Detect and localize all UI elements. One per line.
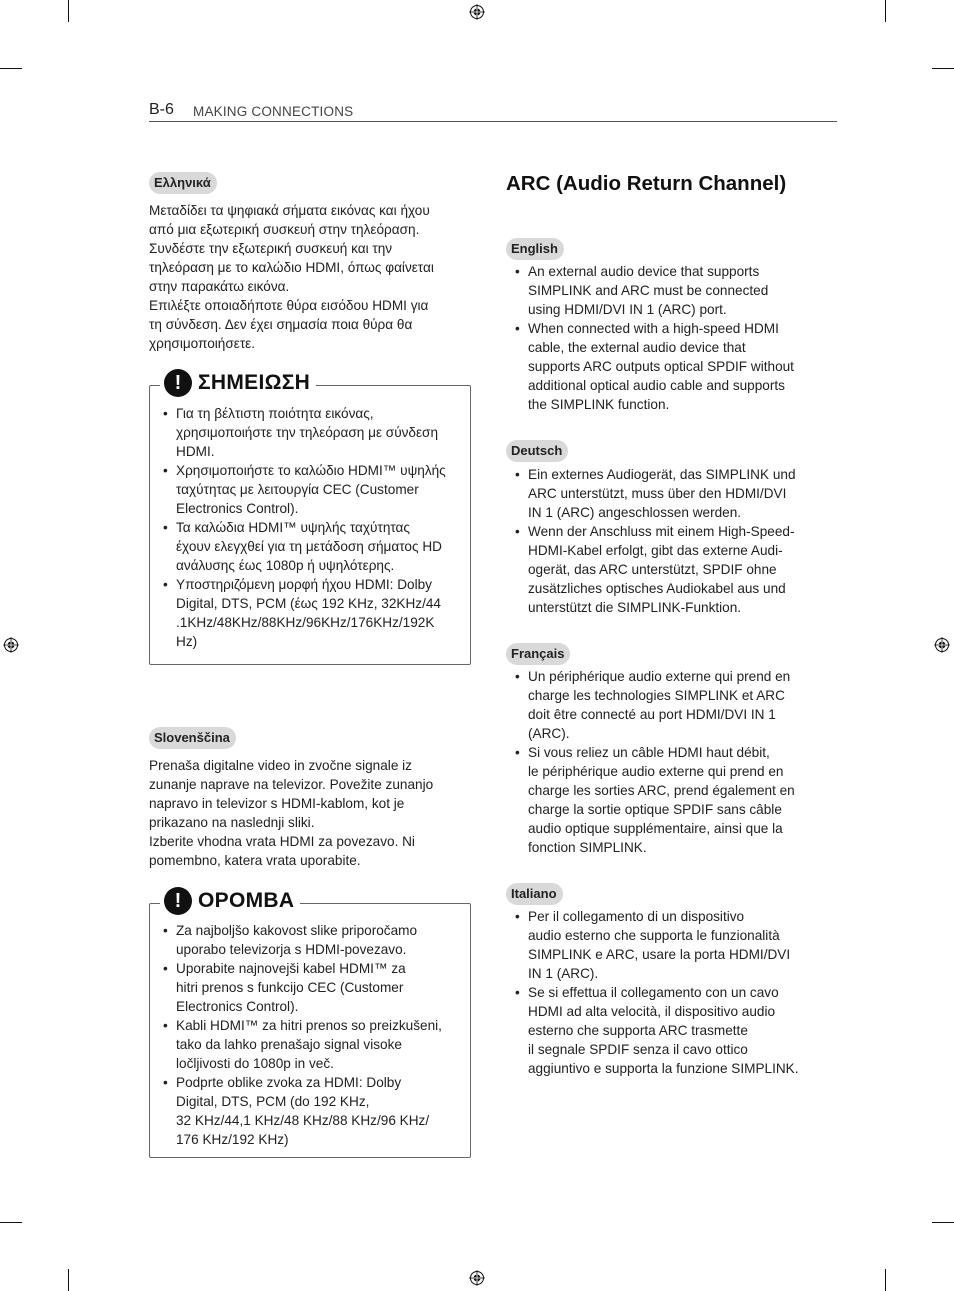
list-item: • Un périphérique audio externe qui prend en charge les technologies SIMPLINK et ARC doit être connecté au port HDMI/DVI IN 1 (ARC). [515, 667, 825, 743]
page-number: B-6 [149, 101, 174, 118]
slovenian-paragraph [149, 756, 459, 870]
crop-mark [885, 1269, 886, 1291]
crop-mark [0, 1222, 22, 1223]
registration-mark-icon [934, 637, 950, 653]
text-line: Μεταδίδει τα ψηφιακά σήματα εικόνας και ήχου [149, 203, 430, 218]
language-tag-greek: Ελληνικά [149, 172, 217, 194]
list-item: • When connected with a high-speed HDMI cable, the external audio device that supports ARC outputs optical SPDIF without additional optical audio cable and supports the SIMPLINK function. [515, 319, 825, 414]
list-item: • Τα καλώδια HDMI™ υψηλής ταχύτητας έχουν ελεγχθεί για τη μετάδοση σήματος HD ανάλυσης έως 1080p ή υψηλότερης. [163, 518, 463, 575]
arc-section-title: ARC (Audio Return Channel) [506, 172, 787, 195]
text-line: τηλεόραση με το καλώδιο HDMI, όπως φαίνεται [149, 260, 434, 275]
text-line: χρησιμοποιήσετε. [149, 336, 256, 351]
list-item: • Per il collegamento di un dispositivo audio esterno che supporta le funzionalità SIMPLINK e ARC, usare la porta HDMI/DVI IN 1 (ARC). [515, 907, 825, 983]
text-line: τη σύνδεση. Δεν έχει σημασία ποια θύρα θα [149, 317, 413, 332]
francais-list [515, 667, 825, 857]
text-line: prikazano na naslednji sliki. [149, 815, 315, 830]
crop-mark [932, 68, 954, 69]
deutsch-list [515, 465, 825, 617]
greek-paragraph [149, 201, 459, 353]
language-tag-deutsch: Deutsch [506, 440, 568, 462]
language-tag-francais: Français [506, 643, 570, 665]
english-list [515, 262, 825, 414]
language-tag-slovenian: Slovenščina [149, 727, 236, 749]
exclamation-icon: ! [164, 887, 192, 915]
text-line: από μια εξωτερική συσκευή στην τηλεόραση. [149, 222, 420, 237]
list-item: • Se si effettua il collegamento con un cavo HDMI ad alta velocità, il dispositivo audio esterno che supporta ARC trasmette il segnale SPDIF senza il cavo ottico aggiuntivo e supporta la funzione SIMPLINK. [515, 983, 825, 1078]
text-line: Izberite vhodna vrata HDMI za povezavo. Ni [149, 834, 415, 849]
crop-mark [932, 1222, 954, 1223]
list-item: • An external audio device that supports SIMPLINK and ARC must be connected using HDMI/DVI IN 1 (ARC) port. [515, 262, 825, 319]
text-line: στην παρακάτω εικόνα. [149, 279, 290, 294]
text-line: Συνδέστε την εξωτερική συσκευή και την [149, 241, 393, 256]
section-title: MAKING CONNECTIONS [193, 104, 354, 119]
list-item: • Kabli HDMI™ za hitri prenos so preizkušeni, tako da lahko prenašajo signal visoke ločljivosti do 1080p in več. [163, 1016, 463, 1073]
note-title: OPOMBA [198, 889, 295, 912]
crop-mark [885, 0, 886, 22]
list-item: • Za najboljšo kakovost slike priporočamo uporabo televizorja s HDMI-povezavo. [163, 921, 463, 959]
note-title: ΣΗΜΕΙΩΣΗ [198, 371, 311, 394]
exclamation-icon: ! [164, 369, 192, 397]
crop-mark [68, 1269, 69, 1291]
text-line: Επιλέξτε οποιαδήποτε θύρα εισόδου HDMI για [149, 298, 429, 313]
registration-mark-icon [469, 1270, 485, 1286]
slovenian-note-list [163, 921, 463, 1149]
header-divider [149, 121, 837, 122]
registration-mark-icon [3, 637, 19, 653]
crop-mark [68, 0, 69, 22]
greek-note-list [163, 404, 463, 651]
list-item: • Χρησιμοποιήστε το καλώδιο HDMI™ υψηλής ταχύτητας με λειτουργία CEC (Customer Electronics Control). [163, 461, 463, 518]
list-item: • Για τη βέλτιστη ποιότητα εικόνας, χρησιμοποιήστε την τηλεόραση με σύνδεση HDMI. [163, 404, 463, 461]
text-line: Prenaša digitalne video in zvočne signale iz [149, 758, 412, 773]
list-item: • Wenn der Anschluss mit einem High-Speed- HDMI-Kabel erfolgt, gibt das externe Audi- ogerät, das ARC unterstützt, SPDIF ohne zusätzliches optisches Audiokabel aus und unterstützt die SIMPLINK-Funktion. [515, 522, 825, 617]
italiano-list [515, 907, 825, 1078]
text-line: pomembno, katera vrata uporabite. [149, 853, 361, 868]
list-item: • Si vous reliez un câble HDMI haut débit, le périphérique audio externe qui prend en charge les sorties ARC, prend également en charge la sortie optique SPDIF sans câble audio optique supplémentaire, ainsi que la fonction SIMPLINK. [515, 743, 825, 857]
text-line: zunanje naprave na televizor. Povežite zunanjo [149, 777, 434, 792]
list-item: • Υποστηριζόμενη μορφή ήχου HDMI: Dolby Digital, DTS, PCM (έως 192 KHz, 32KHz/44 .1KHz/48KHz/88KHz/96KHz/176KHz/192K Hz) [163, 575, 463, 651]
language-tag-italiano: Italiano [506, 883, 563, 905]
registration-mark-icon [469, 4, 485, 20]
note-header-greek [160, 369, 316, 397]
list-item: • Podprte oblike zvoka za HDMI: Dolby Digital, DTS, PCM (do 192 KHz, 32 KHz/44,1 KHz/48 KHz/88 KHz/96 KHz/ 176 KHz/192 KHz) [163, 1073, 463, 1149]
text-line: napravo in televizor s HDMI-kablom, kot je [149, 796, 405, 811]
language-tag-english: English [506, 238, 564, 260]
list-item: • Uporabite najnovejši kabel HDMI™ za hitri prenos s funkcijo CEC (Customer Electronics Control). [163, 959, 463, 1016]
crop-mark [0, 68, 22, 69]
note-header-slovenian [160, 887, 300, 915]
list-item: • Ein externes Audiogerät, das SIMPLINK und ARC unterstützt, muss über den HDMI/DVI IN 1 (ARC) angeschlossen werden. [515, 465, 825, 522]
